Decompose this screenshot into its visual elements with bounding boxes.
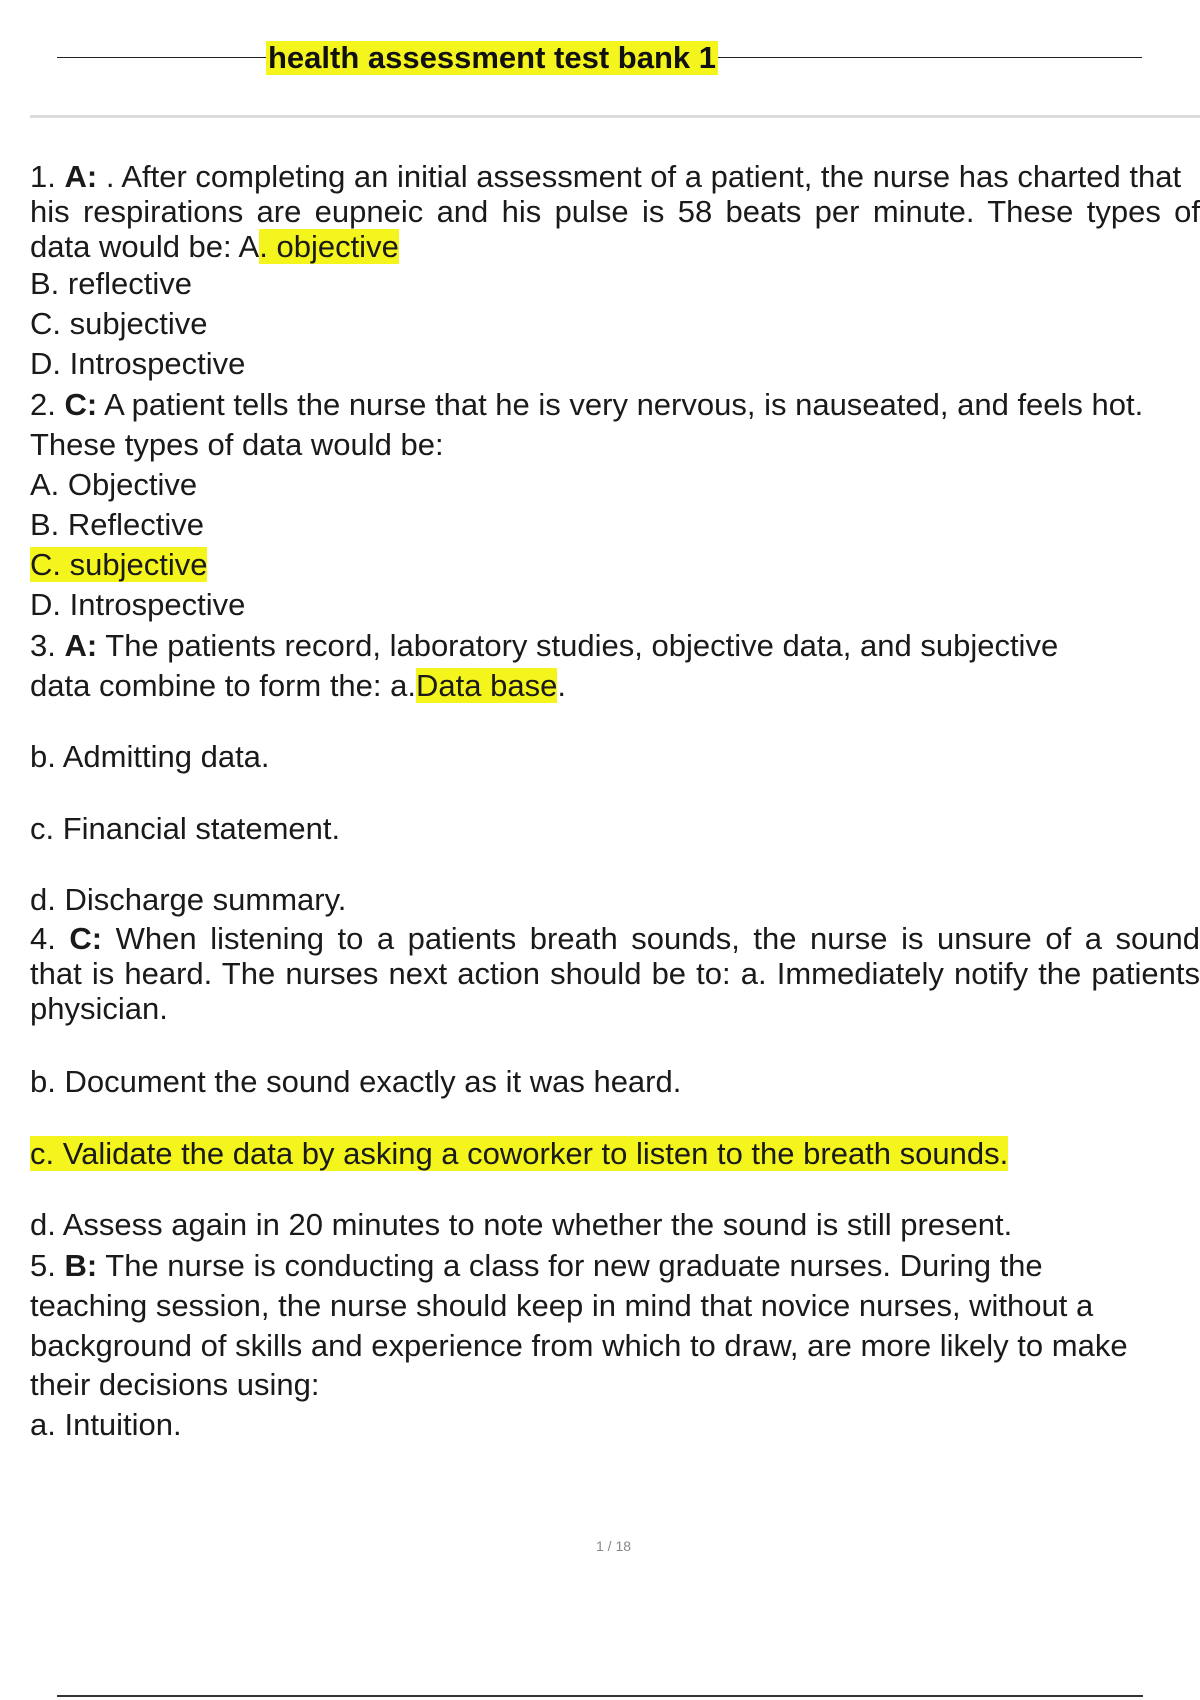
q4-option-c — [30, 1137, 1008, 1171]
q5-option-a: a. Intuition. — [30, 1407, 182, 1442]
q3-line1: 3. A: The patients record, laboratory studies, objective data, and subjective — [30, 628, 1059, 663]
q1-correct-answer: . objective — [259, 229, 399, 264]
q4-line2: that is heard. The nurses next action should be to: a. Immediately notify the patients — [30, 956, 1200, 991]
q2-option-c — [30, 548, 207, 582]
q3-correct-answer: Data base — [416, 668, 558, 703]
q4-option-b: b. Document the sound exactly as it was heard. — [30, 1064, 682, 1099]
q2-answer: C: — [64, 387, 98, 422]
q2-option-b: B. Reflective — [30, 507, 205, 542]
q1-line1: 1. A: . After completing an initial assessment of a patient, the nurse has charted that — [30, 159, 1182, 194]
q3-line2: data combine to form the: a.Data base. — [30, 668, 566, 703]
q1-line3: data would be: A. objective — [30, 229, 399, 264]
q2-option-a: A. Objective — [30, 467, 198, 502]
q5-answer: B: — [64, 1248, 98, 1283]
page-number: 1 / 18 — [596, 1538, 632, 1554]
q1-line2: his respirations are eupneic and his pulse is 58 beats per minute. These types of — [30, 194, 1200, 229]
q3-answer: A: — [64, 628, 98, 663]
q5-line2: teaching session, the nurse should keep in mind that novice nurses, without a — [30, 1288, 1094, 1323]
footer-rule — [57, 1695, 1143, 1697]
q3-option-c: c. Financial statement. — [30, 811, 341, 846]
page-title: health assessment test bank 1 — [268, 40, 716, 75]
q3-option-d: d. Discharge summary. — [30, 882, 347, 917]
q4-answer: C: — [69, 921, 103, 956]
q4-option-d: d. Assess again in 20 minutes to note whether the sound is still present. — [30, 1207, 1013, 1242]
q4-line1: 4. C: When listening to a patients breath sounds, the nurse is unsure of a sound — [30, 921, 1200, 956]
q2-line2: These types of data would be: — [30, 427, 444, 462]
q1-answer: A: — [64, 159, 98, 194]
document-body — [30, 0, 1200, 1500]
q2-line1: 2. C: A patient tells the nurse that he is very nervous, is nauseated, and feels hot. — [30, 387, 1144, 422]
q4-line3: physician. — [30, 991, 168, 1026]
q5-line4: their decisions using: — [30, 1367, 320, 1402]
q1-option-d: D. Introspective — [30, 346, 246, 381]
q1-option-b: B. reflective — [30, 266, 192, 301]
q2-correct-answer: C. subjective — [30, 547, 208, 582]
q4-correct-answer: c. Validate the data by asking a coworker to listen to the breath sounds. — [30, 1136, 1009, 1171]
q3-option-b: b. Admitting data. — [30, 739, 270, 774]
q5-line1: 5. B: The nurse is conducting a class for new graduate nurses. During the — [30, 1248, 1043, 1283]
q1-option-c: C. subjective — [30, 306, 208, 341]
q2-option-d: D. Introspective — [30, 587, 246, 622]
q5-line3: background of skills and experience from which to draw, are more likely to make — [30, 1328, 1128, 1363]
